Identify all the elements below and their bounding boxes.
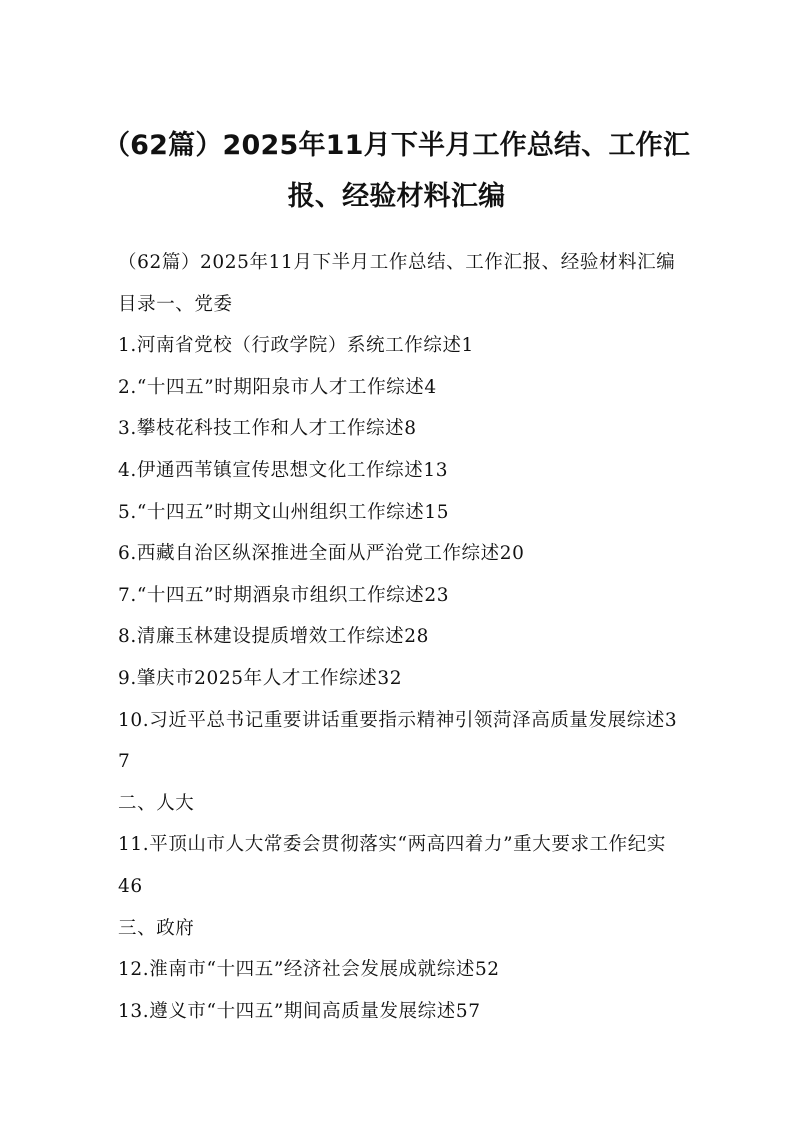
- toc-entry: 9.肇庆市2025年人才工作综述32: [118, 667, 403, 689]
- toc-entry: 5.“十四五”时期文山州组织工作综述15: [118, 501, 450, 523]
- section-heading: 二、人大: [118, 792, 195, 814]
- intro-paragraph: （62篇）2025年11月下半月工作总结、工作汇报、经验材料汇编目录一、党委: [118, 252, 676, 315]
- toc-entry: 8.清廉玉林建设提质增效工作综述28: [118, 626, 429, 648]
- toc-entry: 11.平顶山市人大常委会贯彻落实“两高四着力”重大要求工作纪实46: [118, 834, 666, 897]
- toc-entry: 1.河南省党校（行政学院）系统工作综述1: [118, 335, 474, 357]
- toc-entry: 7.“十四五”时期酒泉市组织工作综述23: [118, 584, 450, 606]
- toc-entry: 10.习近平总书记重要讲话重要指示精神引领菏泽高质量发展综述37: [118, 709, 678, 773]
- toc-entry: 13.遵义市“十四五”期间高质量发展综述57: [118, 1000, 481, 1022]
- section-heading: 三、政府: [118, 917, 195, 939]
- document-body: [118, 242, 678, 1032]
- toc-entry: 12.淮南市“十四五”经济社会发展成就综述52: [118, 959, 500, 981]
- toc-entry: 3.攀枝花科技工作和人才工作综述8: [118, 418, 417, 440]
- toc-entry: 4.伊通西苇镇宣传思想文化工作综述13: [118, 459, 449, 481]
- document-title: （62篇）2025年11月下半月工作总结、工作汇报、经验材料汇编: [102, 130, 691, 212]
- toc-entry: 2.“十四五”时期阳泉市人才工作综述4: [118, 376, 437, 398]
- toc-entry: 6.西藏自治区纵深推进全面从严治党工作综述20: [118, 543, 525, 565]
